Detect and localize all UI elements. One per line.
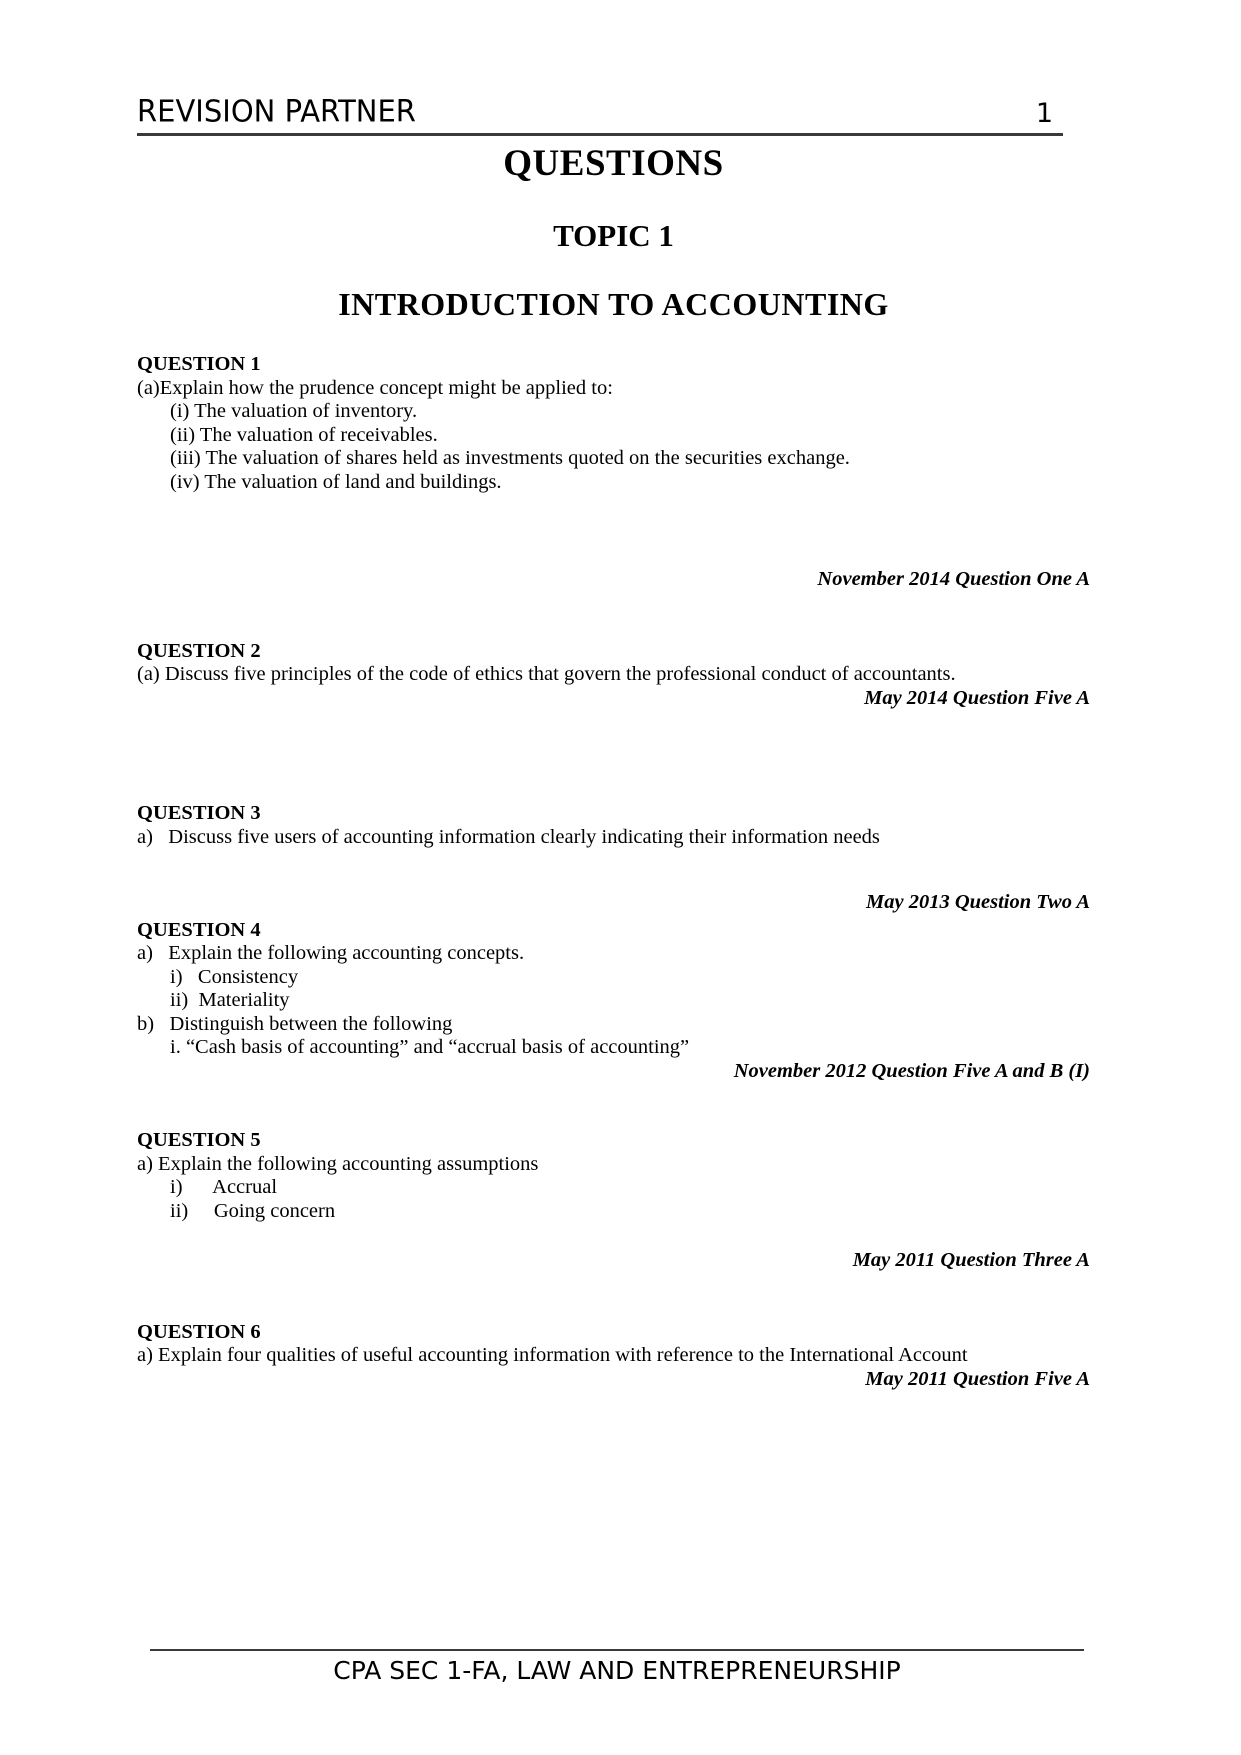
question-line: (ii) The valuation of receivables. bbox=[170, 423, 438, 446]
question-block bbox=[137, 1129, 1090, 1273]
question-block bbox=[137, 802, 1090, 915]
question-line: (iv) The valuation of land and buildings. bbox=[170, 470, 502, 493]
question-attribution: November 2014 Question One A bbox=[817, 568, 1090, 590]
question-line: (i) The valuation of inventory. bbox=[170, 400, 418, 422]
title-topic: TOPIC 1 bbox=[553, 218, 674, 253]
question-heading: QUESTION 5 bbox=[137, 1129, 261, 1151]
question-line: ii) Going concern bbox=[170, 1199, 336, 1222]
question-attribution: May 2013 Question Two A bbox=[866, 891, 1090, 913]
question-line: a) Explain the following accounting concepts. bbox=[137, 942, 525, 964]
question-attribution: November 2012 Question Five A and B (I) bbox=[733, 1059, 1090, 1082]
page-content bbox=[137, 95, 1090, 1391]
brand-title: REVISION PARTNER bbox=[137, 93, 416, 129]
question-block bbox=[137, 1321, 1090, 1392]
questions-container bbox=[137, 353, 1090, 1391]
question-line: i. “Cash basis of accounting” and “accrual basis of accounting” bbox=[170, 1036, 690, 1058]
question-attribution: May 2011 Question Five A bbox=[865, 1367, 1090, 1390]
question-line: ii) Materiality bbox=[170, 989, 290, 1011]
question-lines bbox=[137, 826, 1090, 850]
page-header bbox=[137, 95, 1063, 136]
footer-text: CPA SEC 1-FA, LAW AND ENTREPRENEURSHIP bbox=[333, 1656, 901, 1685]
question-heading: QUESTION 1 bbox=[137, 353, 261, 375]
question-line: a) Explain four qualities of useful accounting information with reference to the International Account bbox=[137, 1344, 968, 1366]
question-line: a) Explain the following accounting assumptions bbox=[137, 1152, 539, 1175]
question-line: (a)Explain how the prudence concept might be applied to: bbox=[137, 376, 613, 399]
question-line: a) Discuss five users of accounting information clearly indicating their information needs bbox=[137, 825, 880, 848]
question-line: (iii) The valuation of shares held as investments quoted on the securities exchange. bbox=[170, 447, 850, 469]
question-lines bbox=[137, 1153, 1090, 1224]
question-line: i) Consistency bbox=[170, 965, 299, 988]
title-questions: QUESTIONS bbox=[503, 143, 724, 184]
question-heading: QUESTION 6 bbox=[137, 1320, 261, 1343]
question-attribution: May 2014 Question Five A bbox=[864, 686, 1090, 709]
question-lines bbox=[137, 663, 1090, 687]
question-lines bbox=[137, 1344, 1090, 1368]
question-lines bbox=[137, 377, 1090, 495]
question-line: b) Distinguish between the following bbox=[137, 1012, 453, 1035]
question-lines bbox=[137, 942, 1090, 1060]
question-block bbox=[137, 353, 1090, 592]
question-heading: QUESTION 2 bbox=[137, 639, 261, 662]
question-line: i) Accrual bbox=[170, 1176, 278, 1198]
question-attribution: May 2011 Question Three A bbox=[852, 1249, 1090, 1271]
page-footer bbox=[150, 1649, 1084, 1685]
question-heading: QUESTION 3 bbox=[137, 802, 261, 824]
title-subtitle: INTRODUCTION TO ACCOUNTING bbox=[338, 286, 889, 322]
page-number: 1 bbox=[1035, 98, 1053, 129]
question-block bbox=[137, 919, 1090, 1084]
question-block bbox=[137, 640, 1090, 711]
question-heading: QUESTION 4 bbox=[137, 918, 261, 941]
question-line: (a) Discuss five principles of the code of ethics that govern the professional conduct of accountants. bbox=[137, 663, 956, 685]
